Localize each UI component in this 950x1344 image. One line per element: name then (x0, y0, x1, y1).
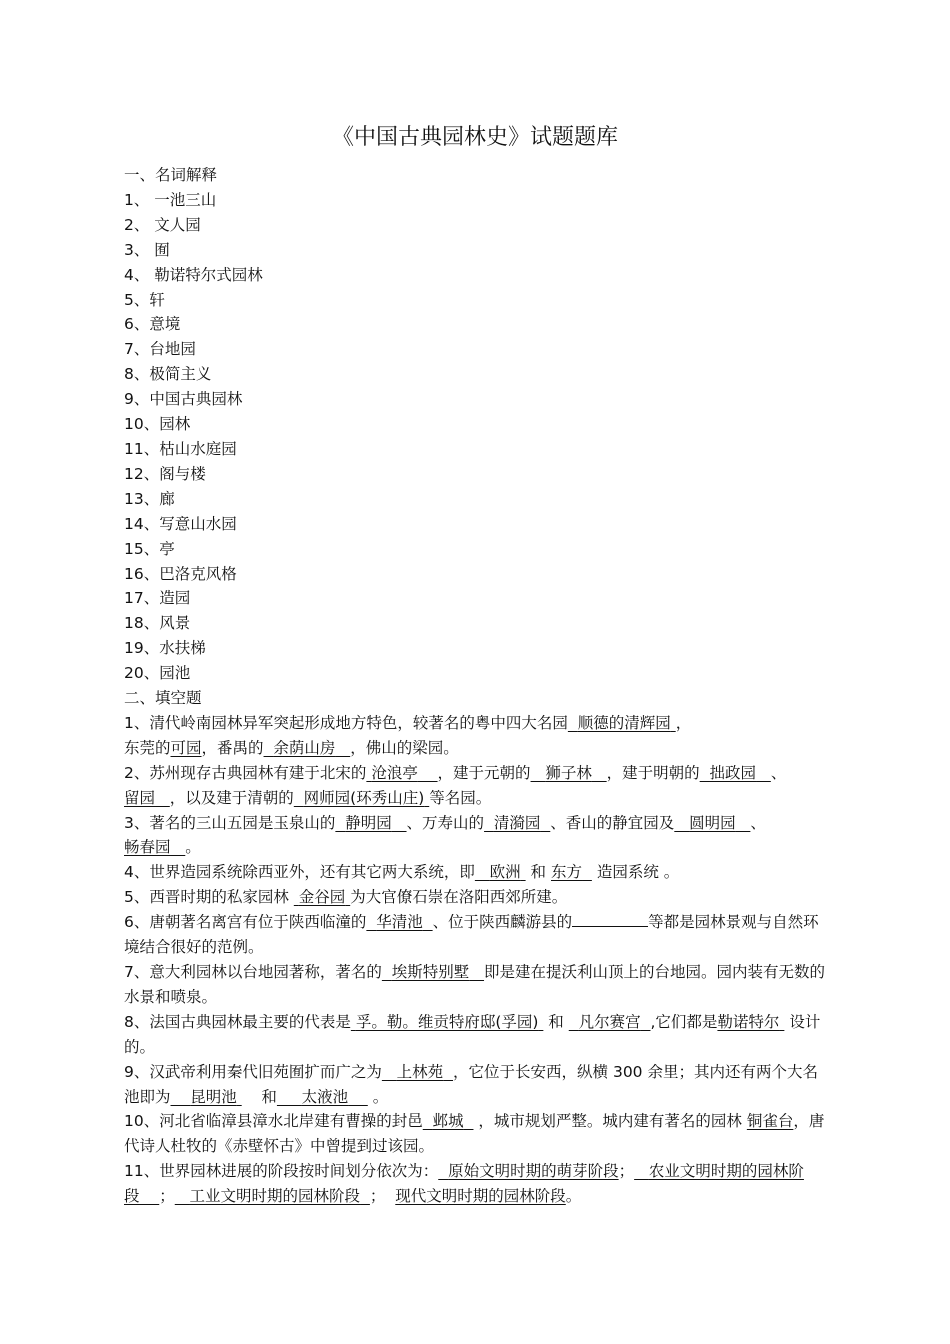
term-item: 16、巴洛克风格 (124, 564, 237, 583)
question-text: 3、著名的三山五园是玉泉山的 (124, 813, 336, 832)
answer-blank (572, 912, 648, 927)
question-text: ，建于明朝的 (606, 763, 700, 782)
document-body (124, 163, 829, 1209)
answer: 原始文明时期的萌芽阶段 (448, 1162, 619, 1181)
question-text: ； (618, 1162, 635, 1181)
term-item: 4、 勒诺特尔式园林 (124, 265, 263, 284)
question-text: 和 (548, 1012, 564, 1031)
question-text: 8、法国古典园林最主要的代表是 (124, 1012, 351, 1031)
question-10 (124, 1109, 829, 1159)
question-3 (124, 811, 829, 861)
answer: 现代文明时期的园林阶段 (395, 1187, 566, 1206)
term-list (124, 188, 829, 686)
term-item: 7、台地园 (124, 340, 196, 359)
section-heading: 一、名词解释 (124, 166, 218, 184)
question-text: ，建于元朝的 (437, 763, 531, 782)
answer: 太液池 (301, 1087, 349, 1106)
question-8 (124, 1010, 829, 1060)
question-text: 和 (261, 1087, 277, 1106)
question-text: 、万寿山的 (406, 813, 485, 832)
question-text: 即是建在提沃利山顶上的台地园。园内装有无数的水景和喷泉。 (124, 963, 826, 1006)
answer: 孚。勒。维贡特府邸(孚园) (355, 1012, 539, 1031)
answer: 凡尔赛宫 (578, 1012, 641, 1031)
question-text: 9、汉武帝利用秦代旧苑囿扩而广之为 (124, 1062, 382, 1081)
term-item: 2、 文人园 (124, 215, 201, 234)
question-text: ， (675, 713, 692, 732)
answer: 静明园 (345, 813, 392, 832)
question-2 (124, 761, 829, 811)
answer: 狮子林 (545, 763, 592, 782)
answer: 留园 (124, 788, 156, 807)
term-item: 11、枯山水庭园 (124, 439, 237, 458)
question-1 (124, 711, 829, 761)
term-item: 1、 一池三山 (124, 190, 217, 209)
question-text: 、香山的静宜园及 (550, 813, 675, 832)
answer: 顺德的清辉园 (577, 713, 671, 732)
term-item: 6、意境 (124, 315, 181, 334)
term-item: 9、中国古典园林 (124, 390, 243, 409)
question-text: 等名园。 (429, 788, 492, 807)
answer: 昆明池 (190, 1087, 237, 1106)
term-item: 20、园池 (124, 664, 191, 683)
answer: 农业文明时期的园林阶段 (124, 1162, 804, 1206)
answer: 工业文明时期的园林阶段 (189, 1187, 361, 1206)
answer: 华清池 (376, 913, 423, 932)
question-5 (124, 885, 829, 910)
section-heading: 二、填空题 (124, 689, 202, 708)
question-text: 为大官僚石崇在洛阳西郊所建。 (350, 888, 568, 907)
question-11 (124, 1159, 829, 1209)
page-title: 《中国古典园林史》试题题库 (331, 125, 618, 150)
question-text: 造园系统 。 (596, 863, 680, 882)
question-text: 10、河北省临漳县漳水北岸建有曹操的封邑 (124, 1112, 423, 1131)
question-text: ； (159, 1187, 175, 1206)
question-text: 、 (770, 763, 787, 782)
question-text: 和 (530, 863, 547, 882)
answer: 上林苑 (396, 1062, 444, 1081)
answer: 余荫山房 (273, 738, 336, 757)
question-4 (124, 860, 829, 885)
question-text: 11、世界园林进展的阶段按时间划分依次为： (124, 1162, 439, 1181)
question-text: 5、西晋时期的私家园林 (124, 888, 289, 907)
term-item: 12、阁与楼 (124, 464, 206, 483)
term-item: 17、造园 (124, 589, 191, 608)
answer: 东方 (551, 863, 583, 882)
question-text: 7、意大利园林以台地园著称，著名的 (124, 963, 382, 981)
answer: 网师园(环秀山庄) (303, 788, 425, 807)
answer: 欧洲 (489, 863, 521, 882)
question-text: ，唐代诗人杜牧的《赤壁怀古》中曾提到过该园。 (124, 1112, 825, 1156)
term-item: 19、水扶梯 (124, 639, 206, 658)
question-text: ，它位于长安西，纵横 300 余里；其内还有两个大名池即为 (124, 1062, 818, 1106)
term-item: 5、轩 (124, 290, 165, 309)
question-text: 等都是园林景观与自然环境结合很好的范例。 (124, 913, 819, 957)
answer: 埃斯特别墅 (391, 963, 470, 981)
term-item: 10、园林 (124, 415, 191, 434)
question-text: 。 (185, 838, 201, 857)
answer: 沧浪亭 (371, 763, 418, 782)
answer: 清漪园 (493, 813, 541, 832)
term-item: 14、写意山水园 (124, 514, 237, 533)
question-text: ，佛山的梁园。 (350, 738, 459, 757)
question-text: ，番禺的 (201, 738, 264, 757)
answer: 金谷园 (298, 888, 346, 907)
question-text: 东莞的 (124, 738, 171, 757)
answer: 邺城 (432, 1112, 464, 1131)
question-text: ,它们都是 (650, 1012, 718, 1031)
term-item: 8、极简主义 (124, 365, 212, 384)
question-text: 设计的。 (124, 1012, 821, 1056)
question-text: 1、清代岭南园林异军突起形成地方特色，较著名的粤中四大名园 (124, 713, 568, 732)
question-text: ，城市规划严整。城内建有著名的园林 (478, 1112, 742, 1131)
question-text: 。 (372, 1087, 389, 1106)
answer: 拙政园 (709, 763, 757, 782)
answer: 圆明园 (689, 813, 736, 832)
question-text: 6、唐朝著名离宫有位于陕西临潼的 (124, 913, 367, 932)
question-text: 、位于陕西麟游县的 (432, 913, 573, 932)
answer: 畅春园 (124, 838, 171, 857)
question-text: 。 (565, 1187, 582, 1206)
question-text: ，以及建于清朝的 (169, 788, 294, 807)
question-9 (124, 1060, 829, 1110)
question-text: ； (369, 1187, 386, 1206)
term-item: 15、亭 (124, 539, 175, 558)
term-item: 13、廊 (124, 489, 175, 508)
answer: 可园 (170, 738, 202, 757)
question-6 (124, 910, 829, 960)
question-text: 、 (750, 813, 766, 832)
term-item: 18、风景 (124, 614, 191, 633)
question-text: 4、世界造园系统除西亚外，还有其它两大系统，即 (124, 863, 475, 882)
answer: 勒诺特尔 (717, 1012, 780, 1031)
question-7 (124, 960, 829, 1010)
term-item: 3、 囿 (124, 240, 170, 259)
question-text: 2、苏州现存古典园林有建于北宋的 (124, 763, 367, 782)
answer: 铜雀台 (746, 1112, 794, 1131)
